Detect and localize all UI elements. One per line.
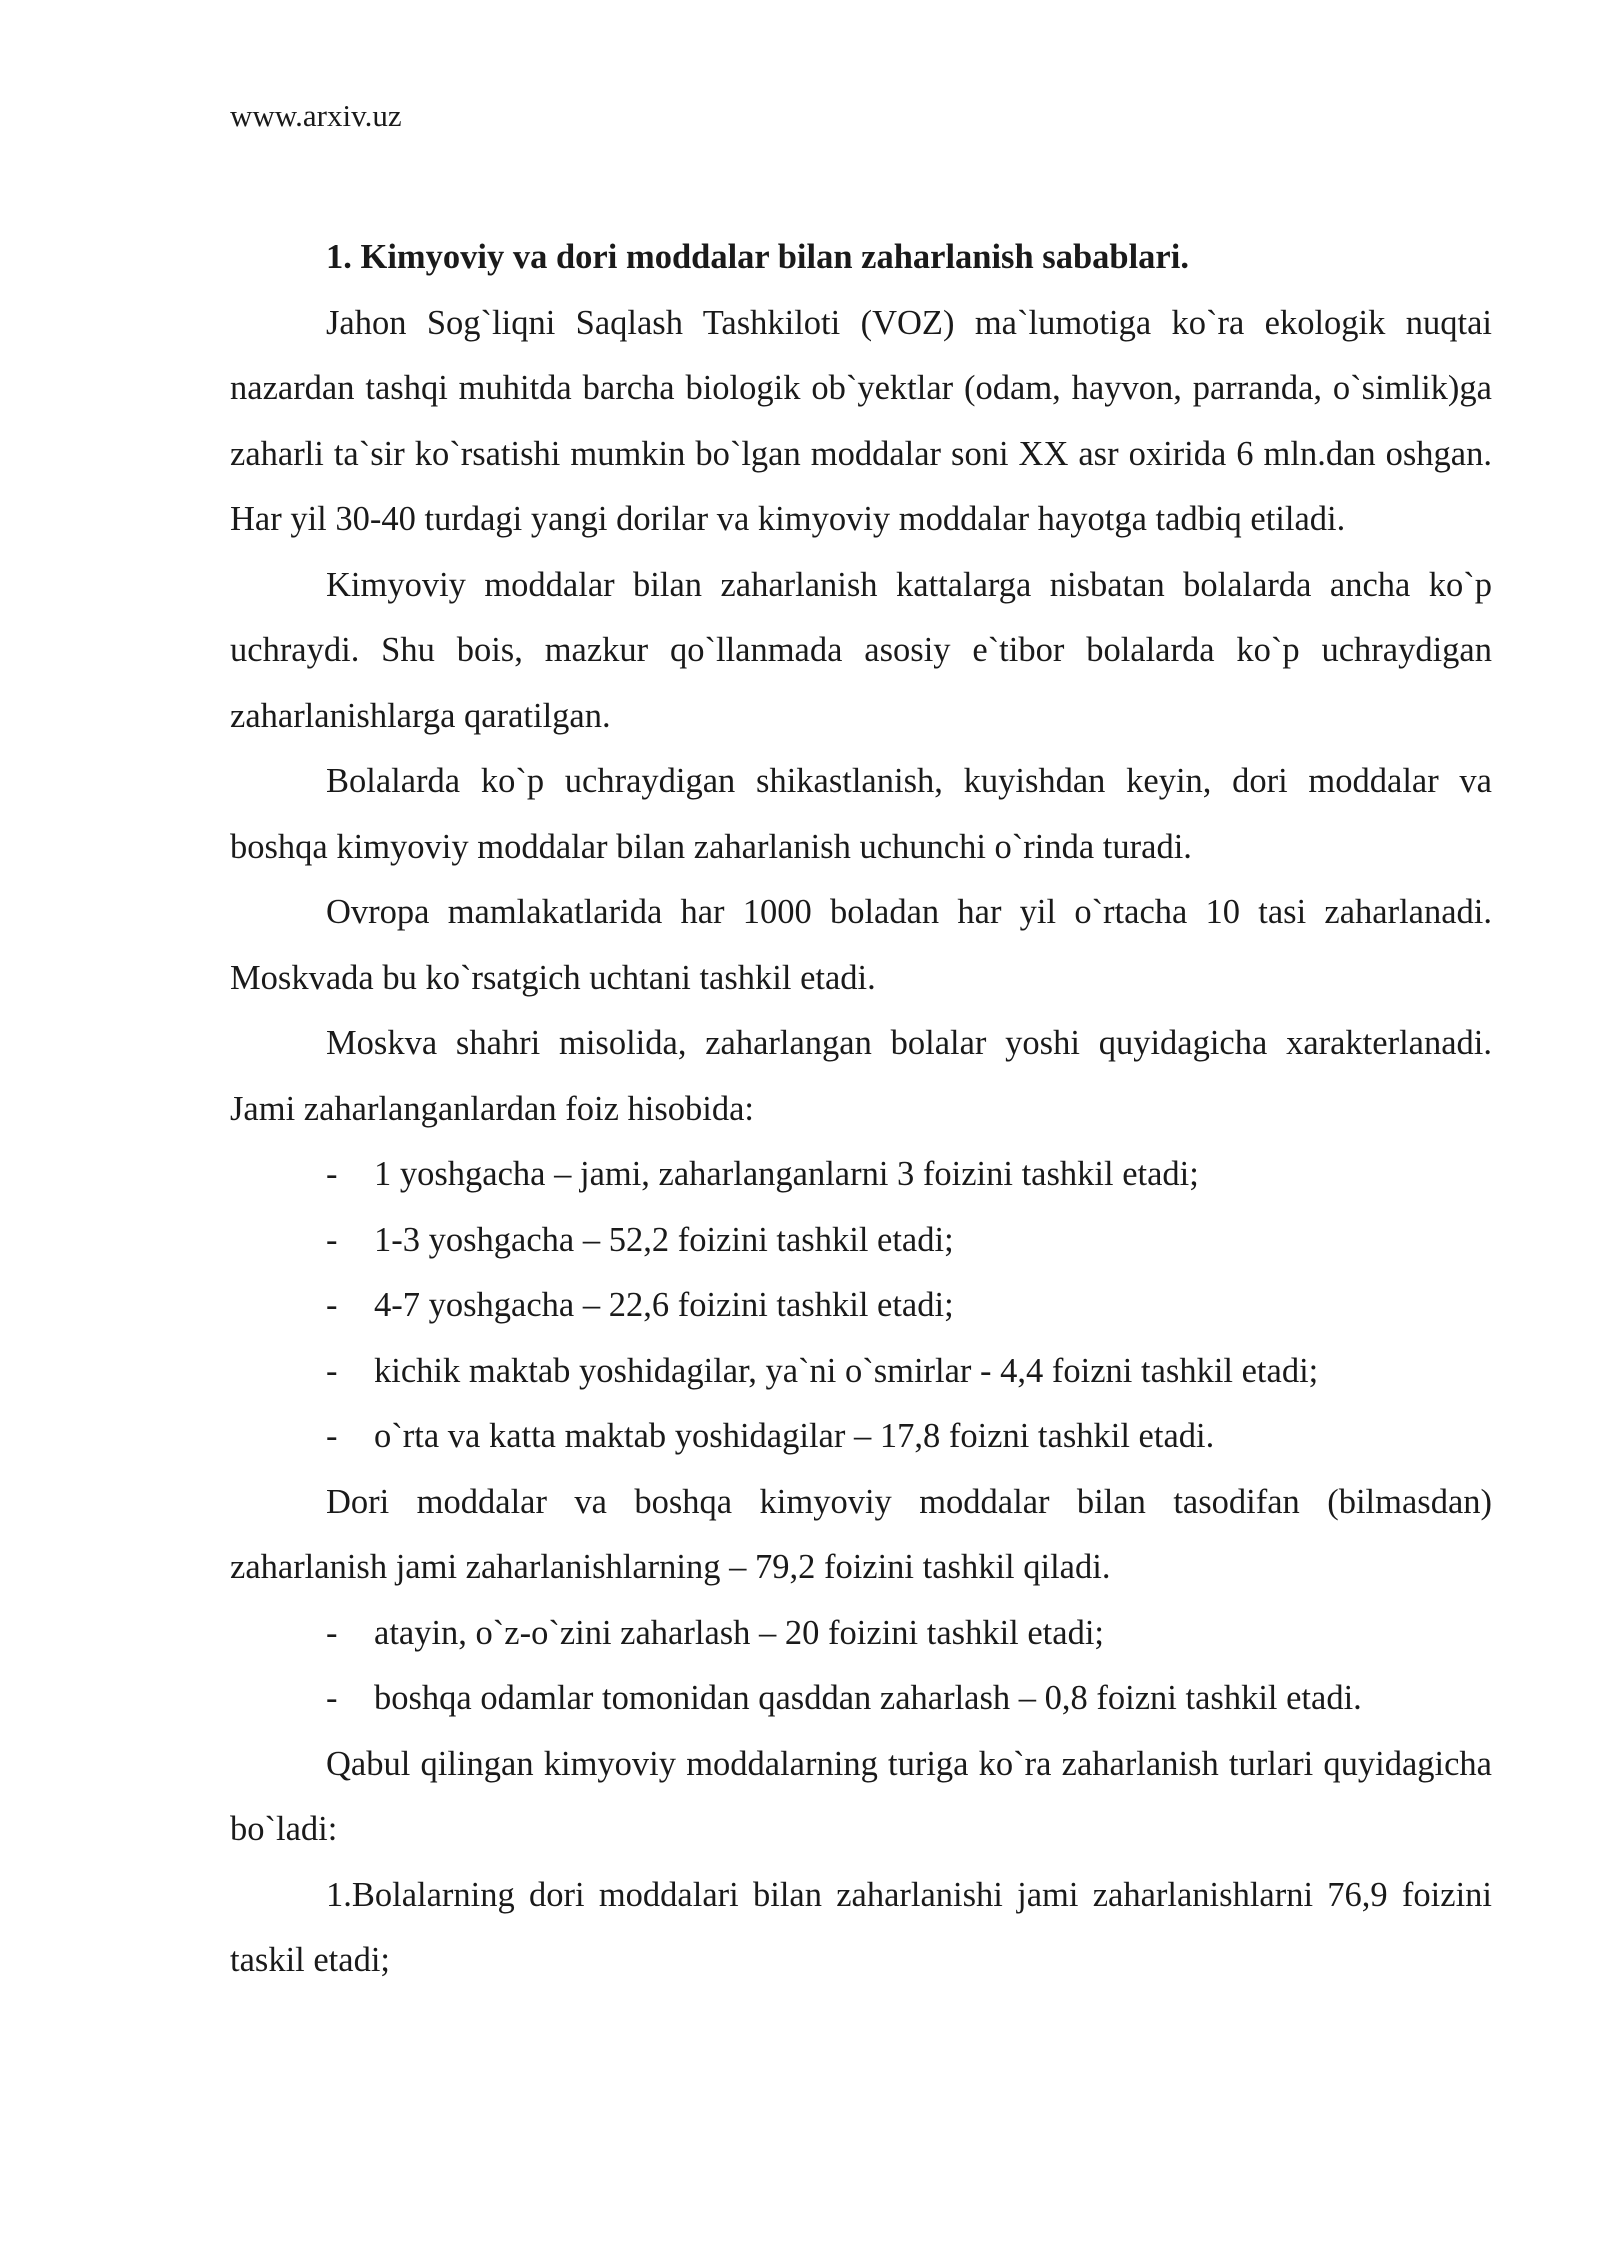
list-dash: - <box>326 1351 338 1390</box>
section-heading: 1. Kimyoviy va dori moddalar bilan zaharlanish sabablari. <box>326 238 1189 276</box>
list-item-text: atayin, o`z-o`zini zaharlash – 20 foizini tashkil etadi; <box>374 1613 1104 1652</box>
paragraph-voz-statistics: Jahon Sog`liqni Saqlash Tashkiloti (VOZ) ma`lumotiga ko`ra ekologik nuqtai nazardan tashqi muhitda barcha biologik ob`yektlar (odam, hayvon, parranda, o`simlik)ga zaharli ta`sir ko`rsatishi mumkin bo`lgan moddalar soni XX asr oxirida 6 mln.dan oshgan. Har yil 30-40 turdagi yangi dorilar va kimyoviy moddalar hayotga tadbiq etiladi. <box>230 303 1492 538</box>
paragraph-accidental-poisoning: Dori moddalar va boshqa kimyoviy moddalar bilan tasodifan (bilmasdan) zaharlanish jami zaharlanishlarning – 79,2 foizini tashkil qiladi. <box>230 1482 1492 1586</box>
paragraph-drug-poisoning: 1.Bolalarning dori moddalari bilan zaharlanishi jami zaharlanishlarni 76,9 foizini taskil etadi; <box>230 1875 1492 1979</box>
paragraph-moscow-age-intro: Moskva shahri misolida, zaharlangan bolalar yoshi quyidagicha xarakterlanadi. Jami zaharlanganlardan foiz hisobida: <box>230 1024 1492 1128</box>
document-body <box>230 225 1492 1994</box>
list-item <box>230 1142 1492 1208</box>
list-item <box>230 1666 1492 1732</box>
list-item-text: boshqa odamlar tomonidan qasddan zaharlash – 0,8 foizni tashkil etadi. <box>374 1679 1362 1717</box>
list-dash: - <box>326 1613 338 1652</box>
paragraph-injury-ranking: Bolalarda ko`p uchraydigan shikastlanish, kuyishdan keyin, dori moddalar va boshqa kimyoviy moddalar bilan zaharlanish uchunchi o`rinda turadi. <box>230 762 1492 866</box>
list-item-text: 4-7 yoshgacha – 22,6 foizini tashkil etadi; <box>374 1286 954 1324</box>
list-dash: - <box>326 1155 338 1193</box>
list-item <box>230 1208 1492 1274</box>
list-item-text: kichik maktab yoshidagilar, ya`ni o`smirlar - 4,4 foizni tashkil etadi; <box>374 1351 1319 1390</box>
list-item <box>230 1601 1492 1667</box>
list-dash: - <box>326 1417 338 1455</box>
age-distribution-list <box>230 1142 1492 1470</box>
paragraph-children-poisoning: Kimyoviy moddalar bilan zaharlanish kattalarga nisbatan bolalarda ancha ko`p uchraydi. Shu bois, mazkur qo`llanmada asosiy e`tibor bolalarda ko`p uchraydigan zaharlanishlarga qaratilgan. <box>230 565 1492 735</box>
list-item-text: 1 yoshgacha – jami, zaharlanganlarni 3 foizini tashkil etadi; <box>374 1155 1199 1193</box>
list-dash: - <box>326 1679 338 1717</box>
list-item-text: o`rta va katta maktab yoshidagilar – 17,8 foizni tashkil etadi. <box>374 1417 1215 1455</box>
list-item-text: 1-3 yoshgacha – 52,2 foizini tashkil etadi; <box>374 1220 954 1259</box>
paragraph-europe-statistics: Ovropa mamlakatlarida har 1000 boladan har yil o`rtacha 10 tasi zaharlanadi. Moskvada bu ko`rsatgich uchtani tashkil etadi. <box>230 893 1492 997</box>
intentional-poisoning-list <box>230 1601 1492 1732</box>
list-dash: - <box>326 1220 338 1259</box>
list-dash: - <box>326 1286 338 1324</box>
list-item <box>230 1404 1492 1470</box>
site-url-header: www.arxiv.uz <box>230 98 402 133</box>
list-item <box>230 1339 1492 1405</box>
list-item <box>230 1273 1492 1339</box>
paragraph-poisoning-types-intro: Qabul qilingan kimyoviy moddalarning turiga ko`ra zaharlanish turlari quyidagicha bo`ladi: <box>230 1744 1492 1848</box>
